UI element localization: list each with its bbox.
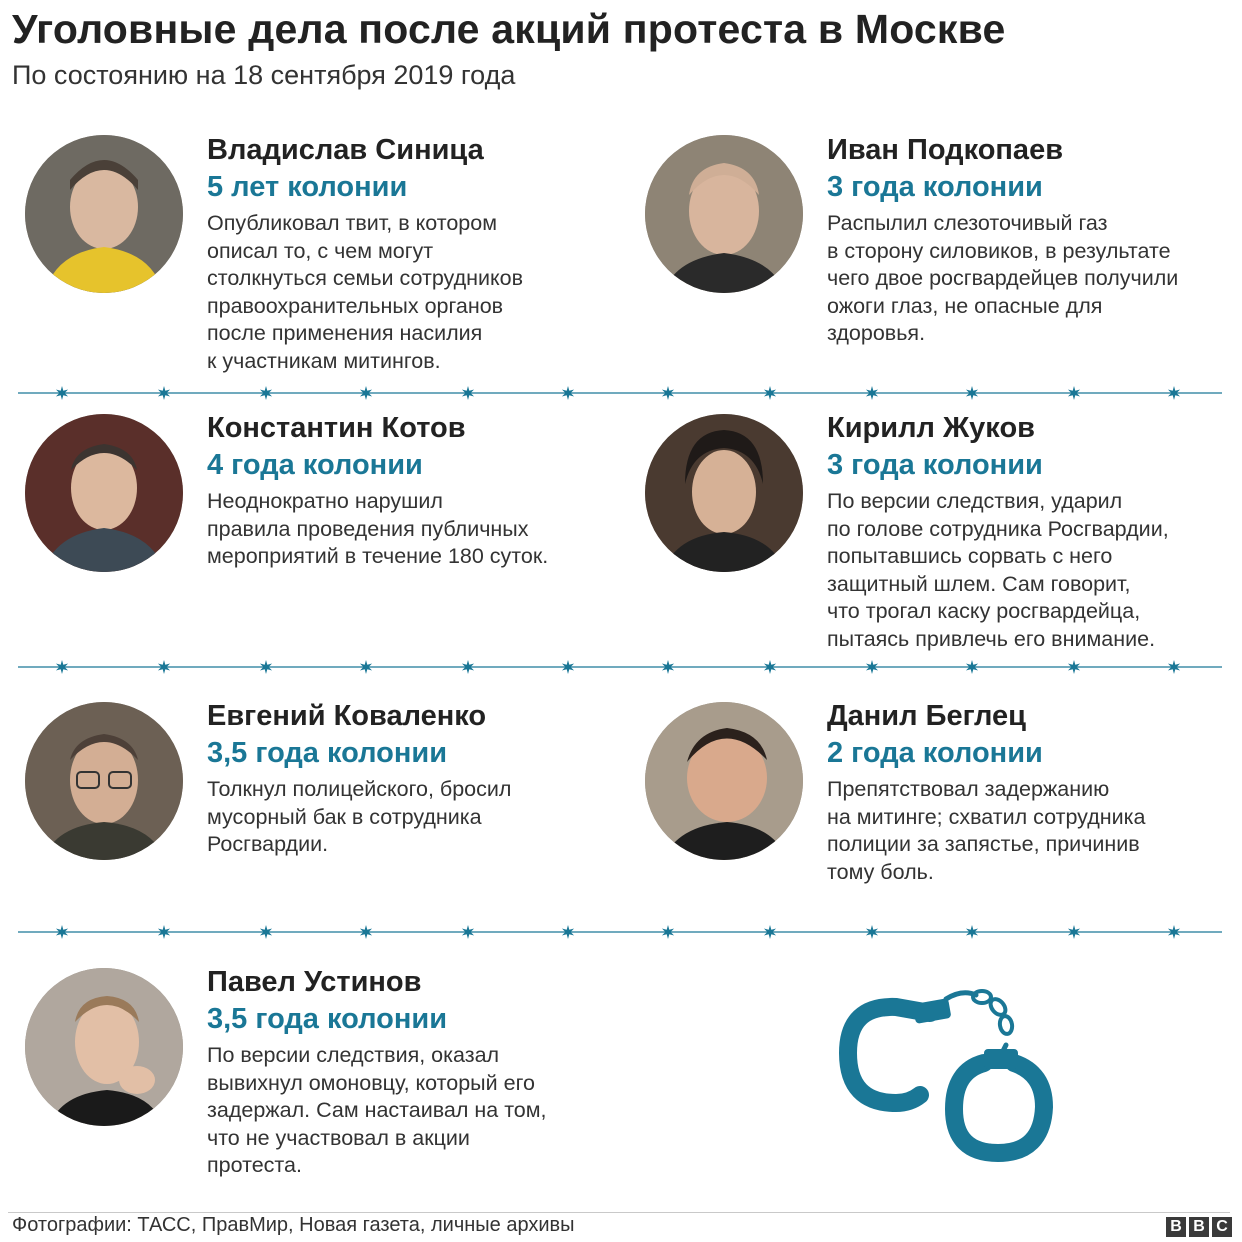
section-divider bbox=[18, 925, 1222, 939]
person-description: По версии следствия, ударил по голове сотрудника Росгвардии, попытавшись сорвать с него защитный шлем. Сам говорит, что трогал каску росгвардейца, пытаясь привлечь его внимание. bbox=[827, 489, 1169, 651]
handcuffs-icon bbox=[838, 985, 1068, 1165]
person-sentence: 3,5 года колонии bbox=[207, 1003, 448, 1035]
person-photo bbox=[25, 414, 183, 572]
person-photo bbox=[25, 135, 183, 293]
person-name: Константин Котов bbox=[207, 412, 466, 444]
logo-letter: C bbox=[1212, 1217, 1232, 1237]
person-name: Иван Подкопаев bbox=[827, 134, 1064, 166]
person-sentence: 5 лет колонии bbox=[207, 171, 408, 203]
person-photo bbox=[645, 414, 803, 572]
bbc-logo bbox=[1166, 1217, 1232, 1237]
person-photo bbox=[25, 968, 183, 1126]
person-sentence: 3 года колонии bbox=[827, 449, 1043, 481]
person-name: Евгений Коваленко bbox=[207, 700, 487, 732]
person-description: Неоднократно нарушил правила проведения публичных мероприятий в течение 180 суток. bbox=[207, 489, 549, 569]
person-sentence: 4 года колонии bbox=[207, 449, 423, 481]
person-description: По версии следствия, оказал вывихнул омоновцу, который его задержал. Сам настаивал на том, что не участвовал в акции протеста. bbox=[207, 1043, 547, 1178]
person-name: Данил Беглец bbox=[827, 700, 1026, 732]
person-name: Павел Устинов bbox=[207, 966, 422, 998]
page-title: Уголовные дела после акций протеста в Москве bbox=[12, 6, 1006, 52]
person-photo bbox=[645, 702, 803, 860]
person-description: Толкнул полицейского, бросил мусорный бак в сотрудника Росгвардии. bbox=[207, 777, 512, 857]
footer-divider bbox=[8, 1212, 1230, 1213]
person-name: Кирилл Жуков bbox=[827, 412, 1035, 444]
page-subtitle: По состоянию на 18 сентября 2019 года bbox=[12, 60, 516, 90]
person-description: Препятствовал задержанию на митинге; схватил сотрудника полиции за запястье, причинив тому боль. bbox=[827, 777, 1146, 884]
person-sentence: 3,5 года колонии bbox=[207, 737, 448, 769]
person-sentence: 3 года колонии bbox=[827, 171, 1043, 203]
person-photo bbox=[25, 702, 183, 860]
logo-letter: B bbox=[1189, 1217, 1209, 1237]
person-description: Распылил слезоточивый газ в сторону силовиков, в результате чего двое росгвардейцев получили ожоги глаз, не опасные для здоровья. bbox=[827, 211, 1179, 346]
section-divider bbox=[18, 386, 1222, 400]
person-photo bbox=[645, 135, 803, 293]
person-name: Владислав Синица bbox=[207, 134, 484, 166]
section-divider bbox=[18, 660, 1222, 674]
logo-letter: B bbox=[1166, 1217, 1186, 1237]
person-sentence: 2 года колонии bbox=[827, 737, 1043, 769]
photo-credits: Фотографии: ТАСС, ПравМир, Новая газета, личные архивы bbox=[12, 1214, 575, 1236]
person-description: Опубликовал твит, в котором описал то, с чем могут столкнуться семьи сотрудников правоохранительных органов после применения насилия к участникам митингов. bbox=[207, 211, 524, 373]
